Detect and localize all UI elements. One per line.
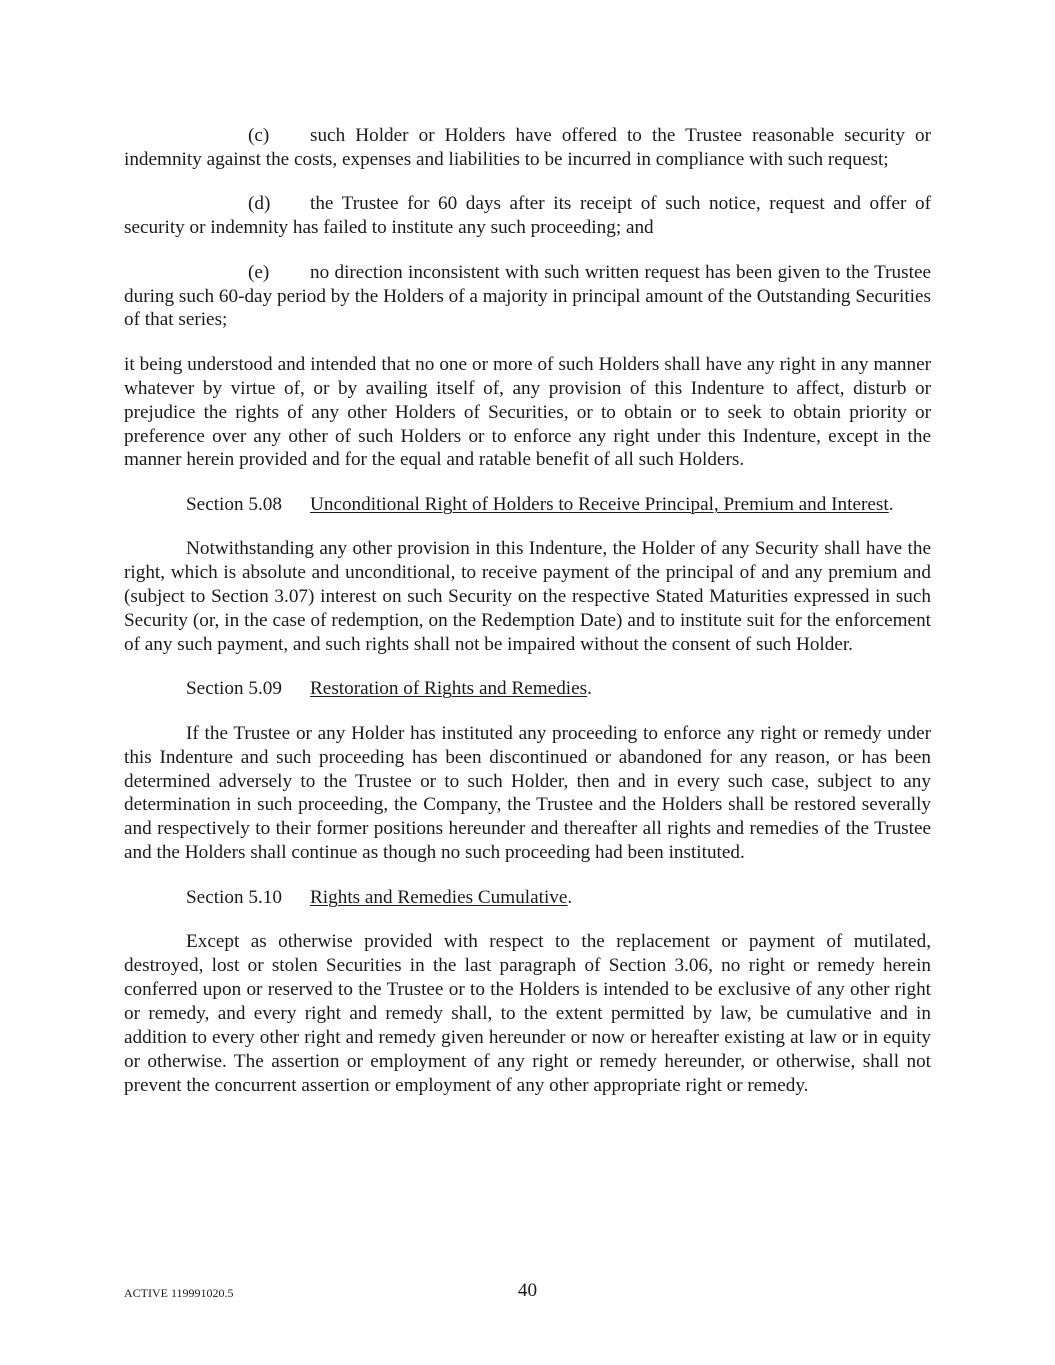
footer-document-id: ACTIVE 119991020.5 xyxy=(124,1286,234,1300)
clause-label: (d) xyxy=(248,193,271,215)
section-body-5-10: Except as otherwise provided with respect to the replacement or payment of mutilated, destroyed, lost or stolen Securities in the last paragraph of Section 3.06, no right or remedy herein conferred upon or reserved to the Trustee or to the Holders is intended to be exclusive of any other right or remedy, and every right and remedy shall, to the extent permitted by law, be cumulative and in addition to every other right and remedy given hereunder or now or hereafter existing at law or in equity or otherwise. The assertion or employment of any right or remedy hereunder, or otherwise, shall not prevent the concurrent assertion or employment of any other appropriate right or remedy. xyxy=(124,931,931,1096)
section-title: Unconditional Right of Holders to Receive Principal, Premium and Interest xyxy=(310,493,889,515)
section-heading-5-08: Section 5.08 Unconditional Right of Holders to Receive Principal, Premium and Interest. xyxy=(186,493,894,515)
document-page xyxy=(124,124,931,1118)
continuation-paragraph: it being understood and intended that no one or more of such Holders shall have any right in any manner whatever by virtue of, or by availing itself of, any provision of this Indenture to affect, disturb or prejudice the rights of any other Holders of Securities, or to obtain or to seek to obtain priority or preference over any other of such Holders or to enforce any right under this Indenture, except in the manner herein provided and for the equal and ratable benefit of all such Holders. xyxy=(124,353,931,471)
clause-c xyxy=(124,124,931,172)
section-heading-5-09: Section 5.09 Restoration of Rights and Remedies. xyxy=(186,678,592,700)
section-title: Restoration of Rights and Remedies xyxy=(310,678,588,700)
section-heading-5-10: Section 5.10 Rights and Remedies Cumulative. xyxy=(186,886,573,908)
section-body-5-09: If the Trustee or any Holder has instituted any proceeding to enforce any right or remedy under this Indenture and such proceeding has been discontinued or abandoned for any reason, or has been determined adversely to the Trustee or to such Holder, then and in every such case, subject to any determination in such proceeding, the Company, the Trustee and the Holders shall be restored severally and respectively to their former positions hereunder and thereafter all rights and remedies of the Trustee and the Holders shall continue as though no such proceeding had been instituted. xyxy=(124,722,931,864)
clause-text: no direction inconsistent with such written request has been given to the Trustee during such 60-day period by the Holders of a majority in principal amount of the Outstanding Securities of that series; xyxy=(124,261,931,331)
section-number: Section 5.09 xyxy=(186,678,282,700)
section-number: Section 5.08 xyxy=(186,493,282,515)
clause-text: such Holder or Holders have offered to the Trustee reasonable security or indemnity against the costs, expenses and liabilities to be incurred in compliance with such request; xyxy=(124,125,931,170)
clause-label: (e) xyxy=(248,261,270,283)
clause-label: (c) xyxy=(248,125,270,146)
section-title: Rights and Remedies Cumulative xyxy=(310,886,568,908)
clause-text: the Trustee for 60 days after its receipt of such notice, request and offer of security or indemnity has failed to institute any such proceeding; and xyxy=(124,193,931,239)
clause-e xyxy=(124,261,931,333)
section-body-5-08: Notwithstanding any other provision in this Indenture, the Holder of any Security shall have the right, which is absolute and unconditional, to receive payment of the principal of and any premium and (subject to Section 3.07) interest on such Security on the respective Stated Maturities expressed in such Security (or, in the case of redemption, on the Redemption Date) and to institute suit for the enforcement of any such payment, and such rights shall not be impaired without the consent of such Holder. xyxy=(124,538,931,655)
footer-page-number: 40 xyxy=(517,1280,538,1301)
clause-d xyxy=(124,192,931,240)
section-number: Section 5.10 xyxy=(186,886,282,908)
